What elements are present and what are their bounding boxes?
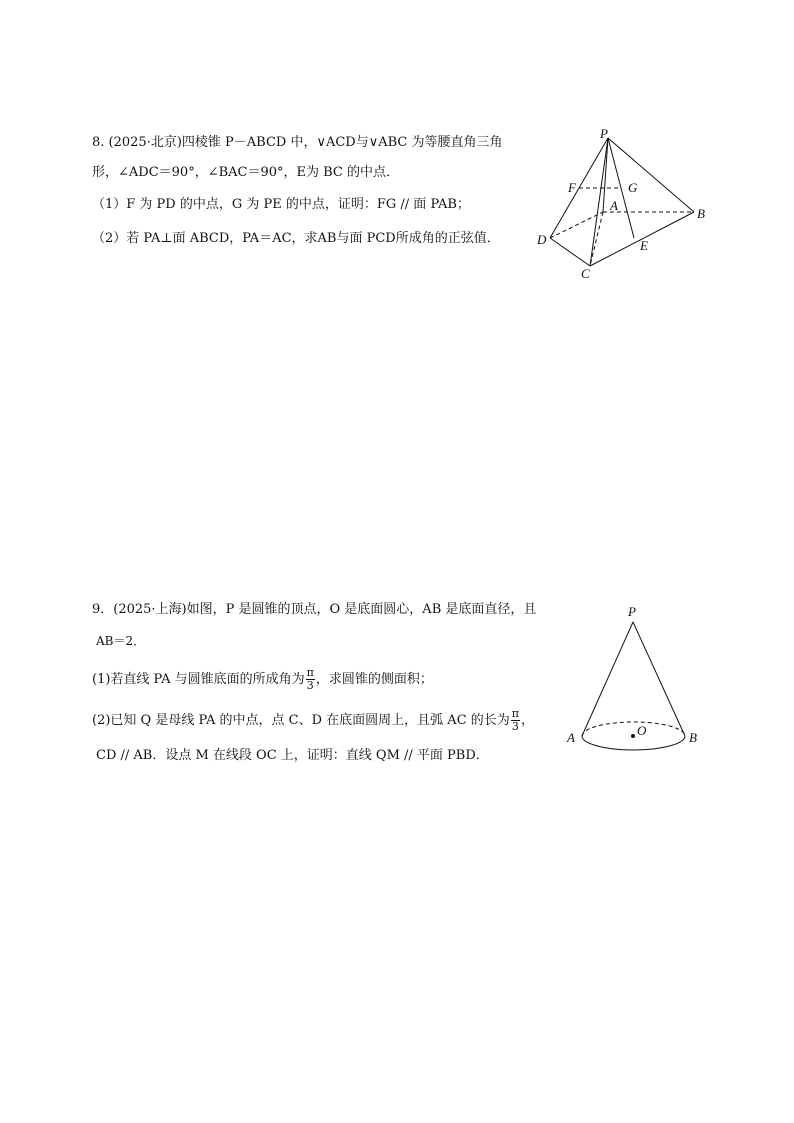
fraction-denominator: 3 (306, 679, 314, 692)
pi-over-3-fraction-2 (511, 708, 520, 733)
problem9-line1: 9．(2025·上海)如图，P 是圆锥的顶点，O 是底面圆心，AB 是底面直径，且 (92, 602, 537, 617)
problem8-part2: （2）若 PA⊥面 ABCD，PA＝AC，求AB与面 PCD所成角的正弦值． (92, 231, 500, 246)
cone-figure (560, 598, 710, 758)
problem9-line5: CD // AB．设点 M 在线段 OC 上，证明：直线 QM // 平面 PBD． (96, 748, 489, 763)
label-P: P (600, 126, 608, 141)
problem9-part2-tail: ， (521, 713, 535, 728)
problem8-line2: 形，∠ADC＝90°，∠BAC＝90°，E为 BC 的中点． (92, 165, 400, 180)
label-B: B (697, 206, 705, 221)
label-C: C (581, 266, 590, 281)
label-P: P (628, 604, 636, 619)
label-D: D (537, 232, 547, 247)
pyramid-figure (530, 122, 720, 284)
problem9-part1-text: (1)若直线 PA 与圆锥底面的所成角为 (92, 672, 305, 687)
problem8-part1: （1）F 为 PD 的中点，G 为 PE 的中点，证明：FG // 面 PAB； (92, 197, 470, 212)
fraction-denominator: 3 (511, 720, 519, 733)
problem9-part2 (92, 708, 534, 733)
label-F: F (568, 180, 576, 195)
problem9-part2-text: (2)已知 Q 是母线 PA 的中点，点 C、D 在底面圆周上，且弧 AC 的长为 (92, 713, 510, 728)
label-O: O (637, 723, 647, 738)
problem9-part1-tail: ，求圆锥的侧面积； (315, 672, 433, 687)
label-A: A (610, 198, 618, 213)
label-G: G (628, 180, 638, 195)
label-B: B (689, 730, 697, 745)
problem9-part1 (92, 667, 433, 692)
fraction-numerator: π (511, 707, 520, 720)
problem9-line2: AB＝2． (96, 634, 146, 648)
label-E: E (640, 238, 648, 253)
pi-over-3-fraction (306, 667, 315, 692)
fraction-numerator: π (306, 666, 314, 679)
center-point (631, 734, 635, 738)
problem8-line1: 8. (2025·北京)四棱锥 P－ABCD 中，∨ACD与∨ABC 为等腰直角三角 (92, 135, 503, 150)
label-A: A (567, 730, 575, 745)
